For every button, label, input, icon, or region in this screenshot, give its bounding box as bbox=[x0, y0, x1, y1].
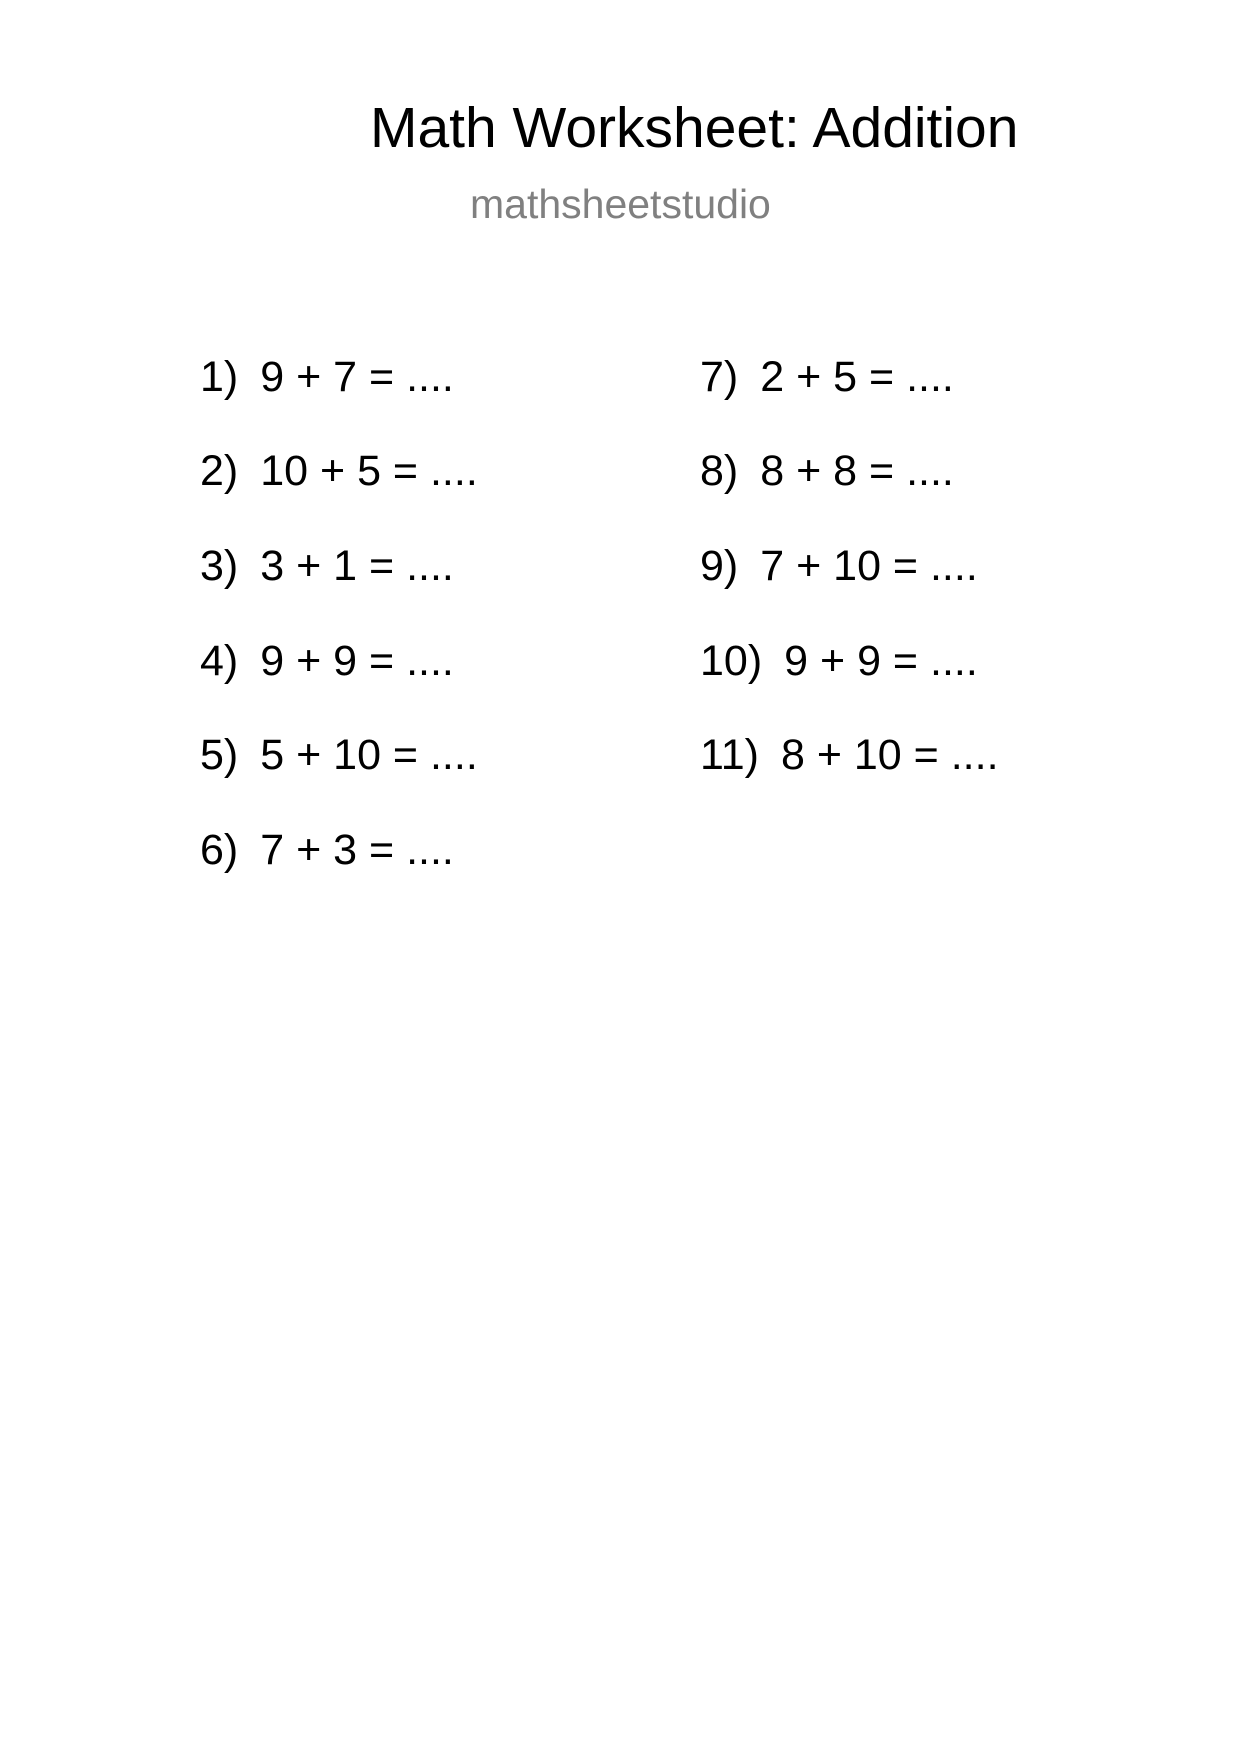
problem-number: 2) bbox=[200, 447, 239, 495]
problem-expression: 9 + 9 = .... bbox=[260, 637, 454, 685]
problem-item bbox=[700, 637, 978, 685]
problem-expression: 9 + 9 = .... bbox=[784, 637, 978, 685]
problem-item bbox=[200, 826, 454, 874]
problem-item bbox=[200, 353, 454, 401]
page-subtitle: mathsheetstudio bbox=[470, 181, 771, 227]
problem-item bbox=[700, 447, 954, 495]
problem-expression: 9 + 7 = .... bbox=[260, 353, 454, 401]
problem-expression: 2 + 5 = .... bbox=[760, 353, 954, 401]
problem-expression: 7 + 3 = .... bbox=[260, 826, 454, 874]
problem-expression: 3 + 1 = .... bbox=[260, 542, 454, 590]
problem-number: 3) bbox=[200, 542, 239, 590]
page-title: Math Worksheet: Addition bbox=[370, 96, 1019, 160]
problem-item bbox=[700, 542, 978, 590]
problem-number: 4) bbox=[200, 637, 239, 685]
problem-item bbox=[700, 353, 954, 401]
problem-expression: 8 + 8 = .... bbox=[760, 447, 954, 495]
problem-expression: 5 + 10 = .... bbox=[260, 731, 478, 779]
problem-item bbox=[200, 542, 454, 590]
problem-item bbox=[200, 731, 478, 779]
problem-number: 7) bbox=[700, 353, 739, 401]
problem-item bbox=[200, 637, 454, 685]
problem-expression: 10 + 5 = .... bbox=[260, 447, 478, 495]
problem-number: 1) bbox=[200, 353, 239, 401]
problem-number: 8) bbox=[700, 447, 739, 495]
problem-expression: 8 + 10 = .... bbox=[780, 731, 999, 779]
problem-expression: 7 + 10 = .... bbox=[760, 542, 978, 590]
problem-item bbox=[700, 731, 999, 779]
problem-number: 6) bbox=[200, 826, 239, 874]
problem-item bbox=[200, 447, 478, 495]
problem-number: 9) bbox=[700, 542, 739, 590]
problem-number: 5) bbox=[200, 731, 239, 779]
problem-number: 10) bbox=[700, 637, 763, 685]
problem-number: 11) bbox=[700, 731, 759, 779]
